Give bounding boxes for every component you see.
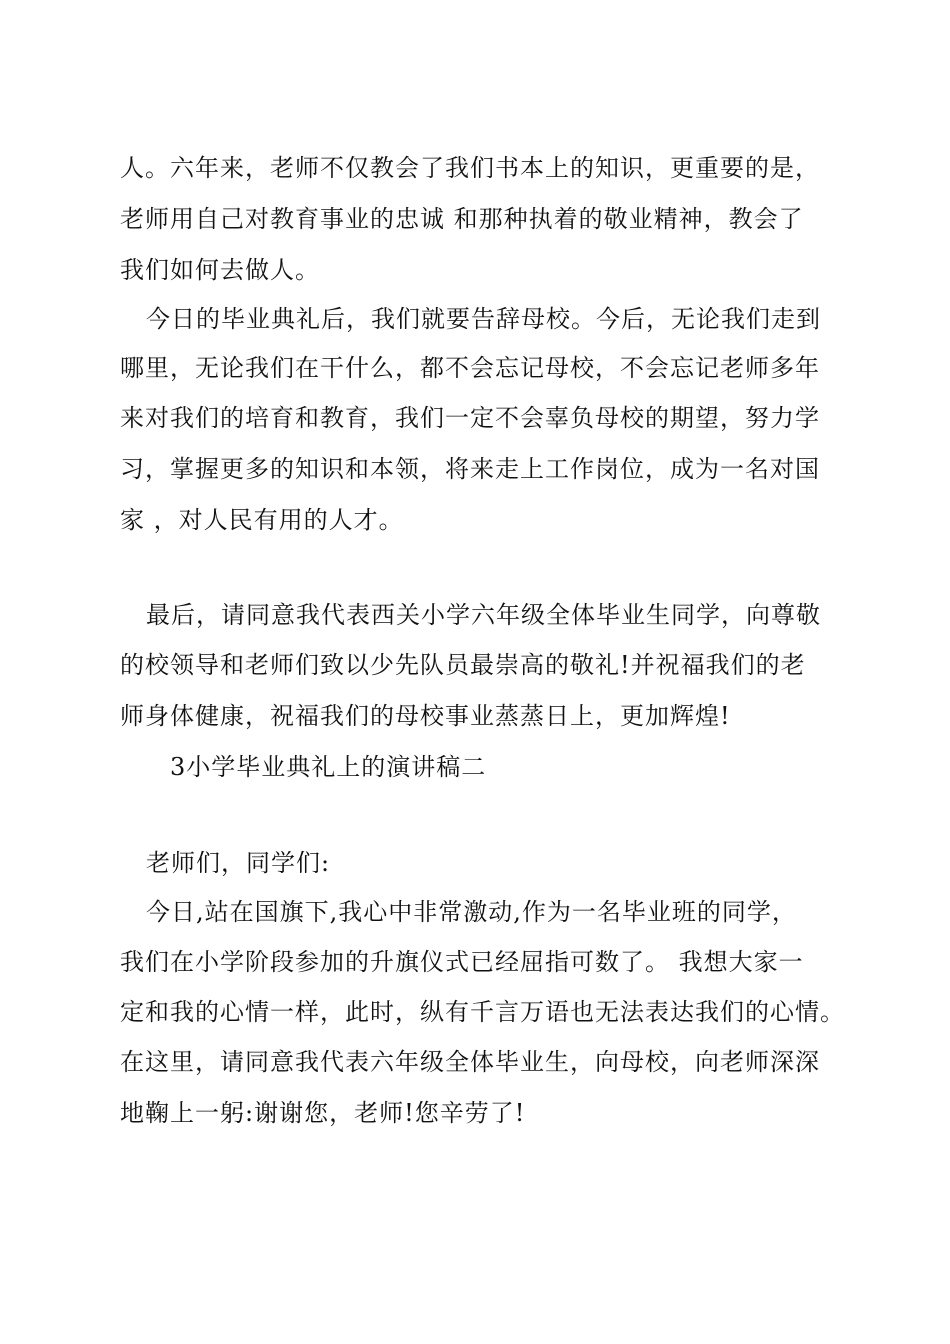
text-line: 我们在小学阶段参加的升旗仪式已经屈指可数了。 我想大家一 [120,948,804,976]
text-line: 今日的毕业典礼后，我们就要告辞母校。今后，无论我们走到 [146,305,821,333]
text-line: 师身体健康，祝福我们的母校事业蒸蒸日上，更加辉煌! [120,702,731,730]
text-line: 哪里，无论我们在干什么，都不会忘记母校，不会忘记老师多年 [120,354,820,382]
text-line: 今日,站在国旗下,我心中非常激动,作为一名毕业班的同学， [146,898,797,926]
text-line: 老师们，同学们: [146,849,331,877]
section-heading: 3小学毕业典礼上的演讲稿二 [170,753,487,781]
text-line: 来对我们的培育和教育，我们一定不会辜负母校的期望，努力学 [120,404,820,432]
text-line: 我们如何去做人。 [120,256,320,284]
text-line: 在这里，请同意我代表六年级全体毕业生，向母校，向老师深深 [120,1048,820,1076]
text-line: 人。六年来，老师不仅教会了我们书本上的知识，更重要的是， [120,154,820,182]
text-line: 老师用自己对教育事业的忠诚 和那种执着的敬业精神，教会了 [120,205,804,233]
text-line: 定和我的心情一样，此时，纵有千言万语也无法表达我们的心情。 [120,998,845,1026]
text-line: 习，掌握更多的知识和本领，将来走上工作岗位，成为一名对国 [120,455,820,483]
text-line: 地鞠上一躬:谢谢您，老师!您辛劳了! [120,1099,526,1127]
text-line: 家 ，对人民有用的人才。 [120,506,404,534]
text-line: 的校领导和老师们致以少先队员最崇高的敬礼!并祝福我们的老 [120,651,806,679]
text-line: 最后，请同意我代表西关小学六年级全体毕业生同学，向尊敬 [146,601,821,629]
